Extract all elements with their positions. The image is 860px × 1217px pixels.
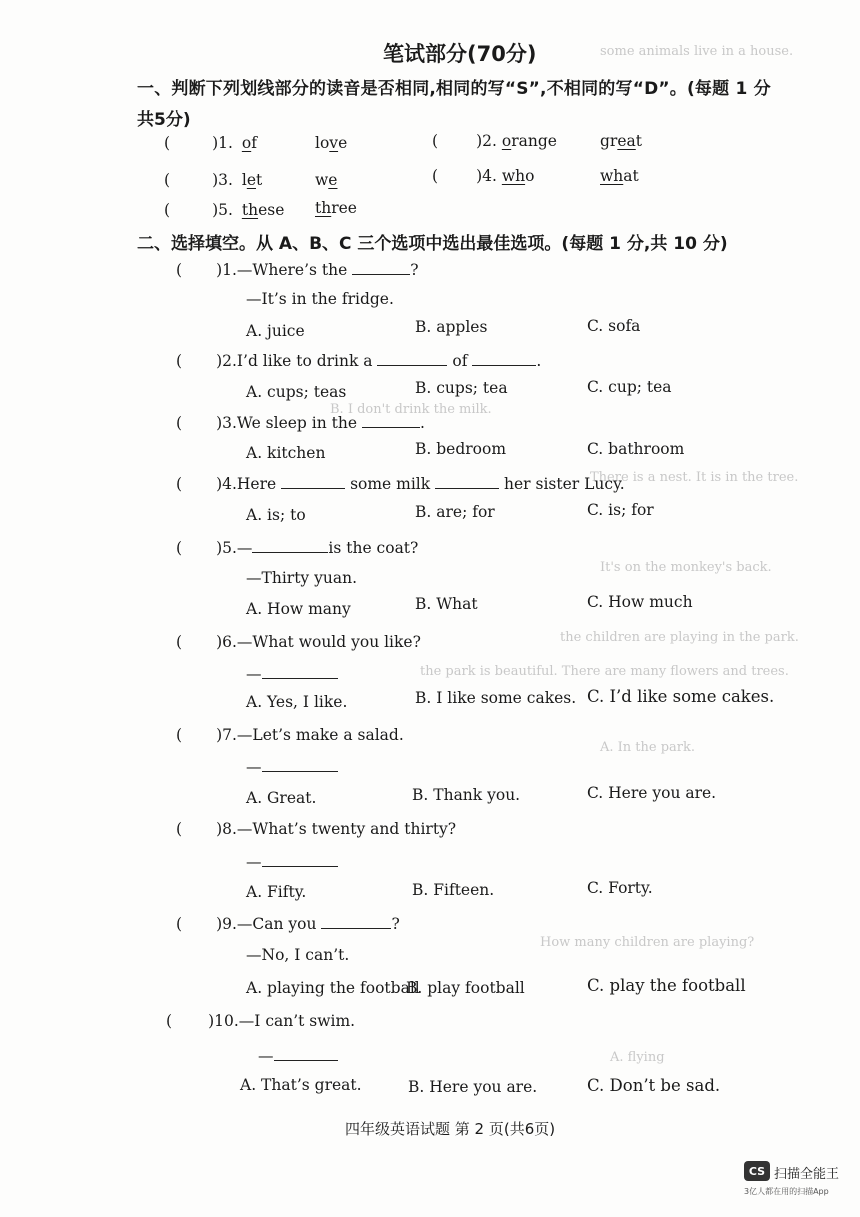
fill-blank[interactable] — [362, 413, 420, 428]
item-number: )5. — [212, 201, 233, 219]
answer-paren[interactable]: ( — [176, 633, 183, 651]
s1-word-2: love — [315, 134, 348, 152]
q5-option-b[interactable]: B. What — [415, 595, 478, 613]
q10-stem: ( )10.—I can’t swim. — [166, 1012, 356, 1030]
s1-word-2: three — [315, 199, 357, 217]
q5-line2: —Thirty yuan. — [246, 569, 357, 587]
s1-item-5: ( )5. these — [164, 201, 285, 219]
q5-stem: ( )5.— is the coat? — [176, 539, 419, 557]
s1-word-2: what — [600, 167, 639, 185]
answer-paren[interactable]: ( — [176, 475, 183, 493]
scanner-brand: 扫描全能王 — [774, 1167, 840, 1182]
item-number: )2. — [476, 132, 497, 150]
q10-option-b[interactable]: B. Here you are. — [408, 1078, 538, 1096]
q8-line2: — — [246, 852, 338, 871]
q7-line2: — — [246, 757, 338, 776]
answer-paren[interactable]: ( — [164, 171, 171, 189]
q1-line2: —It’s in the fridge. — [246, 290, 394, 308]
answer-paren[interactable]: ( — [432, 132, 439, 150]
item-number: )1. — [212, 134, 233, 152]
bleed-text: the children are playing in the park. — [560, 630, 799, 645]
q6-option-c[interactable]: C. I’d like some cakes. — [587, 687, 775, 706]
fill-blank[interactable] — [435, 474, 499, 489]
q2-stem: ( )2.I’d like to drink a of . — [176, 352, 542, 370]
q9-stem: ( )9.—Can you ? — [176, 915, 400, 933]
q4-option-a[interactable]: A. is; to — [246, 506, 306, 524]
q10-line2: — — [258, 1046, 338, 1065]
bleed-text: B. I don't drink the milk. — [330, 402, 492, 417]
q8-option-a[interactable]: A. Fifty. — [246, 883, 307, 901]
bleed-text: It's on the monkey's back. — [600, 560, 772, 575]
bleed-text: There is a nest. It is in the tree. — [590, 470, 799, 485]
answer-paren[interactable]: ( — [176, 915, 183, 933]
q6-option-b[interactable]: B. I like some cakes. — [415, 689, 577, 707]
answer-paren[interactable]: ( — [176, 726, 183, 744]
q1-stem: ( )1.—Where’s the ? — [176, 261, 419, 279]
q1-option-b[interactable]: B. apples — [415, 318, 488, 336]
fill-blank[interactable] — [281, 474, 345, 489]
q1-option-c[interactable]: C. sofa — [587, 317, 641, 335]
section1-heading-cont: 共5分) — [137, 110, 191, 130]
s1-item-4: ( )4. who — [432, 167, 535, 185]
item-number: )4. — [476, 167, 497, 185]
q2-option-c[interactable]: C. cup; tea — [587, 378, 672, 396]
q7-stem: ( )7.—Let’s make a salad. — [176, 726, 404, 744]
q9-line2: —No, I can’t. — [246, 946, 350, 964]
q3-stem: ( )3.We sleep in the . — [176, 414, 425, 432]
section2-heading: 二、选择填空。从 A、B、C 三个选项中选出最佳选项。(每题 1 分,共 10 分) — [137, 234, 728, 254]
s1-item-2: ( )2. orange — [432, 132, 557, 150]
q9-option-b[interactable]: B. play football — [406, 979, 525, 997]
q2-option-b[interactable]: B. cups; tea — [415, 379, 508, 397]
bleed-text: A. flying — [610, 1050, 665, 1065]
s1-word-2: great — [600, 132, 642, 150]
q6-stem: ( )6.—What would you like? — [176, 633, 421, 651]
q8-option-b[interactable]: B. Fifteen. — [412, 881, 495, 899]
page-footer: 四年级英语试题 第 2 页(共6页) — [345, 1120, 556, 1138]
q5-option-a[interactable]: A. How many — [246, 600, 351, 618]
answer-paren[interactable]: ( — [166, 1012, 173, 1030]
q9-option-a[interactable]: A. playing the football — [246, 979, 420, 997]
bleed-text: A. In the park. — [600, 740, 696, 755]
section1-heading: 一、判断下列划线部分的读音是否相同,相同的写“S”,不相同的写“D”。(每题 1 分 — [137, 79, 771, 99]
q3-option-c[interactable]: C. bathroom — [587, 440, 685, 458]
s1-word-2: we — [315, 171, 338, 189]
fill-blank[interactable] — [262, 852, 338, 867]
fill-blank[interactable] — [262, 757, 338, 772]
fill-blank[interactable] — [377, 351, 447, 366]
q10-option-a[interactable]: A. That’s great. — [240, 1076, 362, 1094]
underlined-part: o — [241, 134, 252, 152]
q1-option-a[interactable]: A. juice — [246, 322, 305, 340]
q3-option-b[interactable]: B. bedroom — [415, 440, 507, 458]
q2-option-a[interactable]: A. cups; teas — [246, 383, 347, 401]
q4-stem: ( )4.Here some milk her sister Lucy. — [176, 475, 625, 493]
fill-blank[interactable] — [262, 664, 338, 679]
q10-option-c[interactable]: C. Don’t be sad. — [587, 1076, 721, 1095]
answer-paren[interactable]: ( — [176, 352, 183, 370]
item-number: )3. — [212, 171, 233, 189]
q8-option-c[interactable]: C. Forty. — [587, 879, 653, 897]
q6-line2: — — [246, 664, 338, 683]
q3-option-a[interactable]: A. kitchen — [246, 444, 326, 462]
q9-option-c[interactable]: C. play the football — [587, 976, 746, 995]
s1-item-3: ( )3. let — [164, 171, 263, 189]
q5-option-c[interactable]: C. How much — [587, 593, 693, 611]
q7-option-b[interactable]: B. Thank you. — [412, 786, 521, 804]
answer-paren[interactable]: ( — [176, 539, 183, 557]
scanner-tagline: 3亿人都在用的扫描App — [744, 1187, 829, 1196]
answer-paren[interactable]: ( — [432, 167, 439, 185]
q4-option-c[interactable]: C. is; for — [587, 501, 654, 519]
answer-paren[interactable]: ( — [176, 261, 183, 279]
fill-blank[interactable] — [252, 538, 328, 553]
fill-blank[interactable] — [472, 351, 536, 366]
fill-blank[interactable] — [352, 260, 410, 275]
q8-stem: ( )8.—What’s twenty and thirty? — [176, 820, 457, 838]
q7-option-a[interactable]: A. Great. — [246, 789, 317, 807]
scanner-logo-icon: CS — [744, 1161, 770, 1181]
bleed-text: How many children are playing? — [540, 935, 755, 950]
q4-option-b[interactable]: B. are; for — [415, 503, 495, 521]
fill-blank[interactable] — [321, 914, 391, 929]
answer-paren[interactable]: ( — [176, 820, 183, 838]
page-title: 笔试部分(70分) — [383, 42, 537, 66]
answer-paren[interactable]: ( — [176, 414, 183, 432]
answer-paren[interactable]: ( — [164, 201, 171, 219]
q6-option-a[interactable]: A. Yes, I like. — [246, 693, 348, 711]
answer-paren[interactable]: ( — [164, 134, 171, 152]
q7-option-c[interactable]: C. Here you are. — [587, 784, 717, 802]
fill-blank[interactable] — [274, 1046, 338, 1061]
bleed-text: the park is beautiful. There are many flowers and trees. — [420, 664, 789, 679]
s1-item-1: ( )1. of — [164, 134, 257, 152]
bleed-text: some animals live in a house. — [600, 44, 794, 59]
